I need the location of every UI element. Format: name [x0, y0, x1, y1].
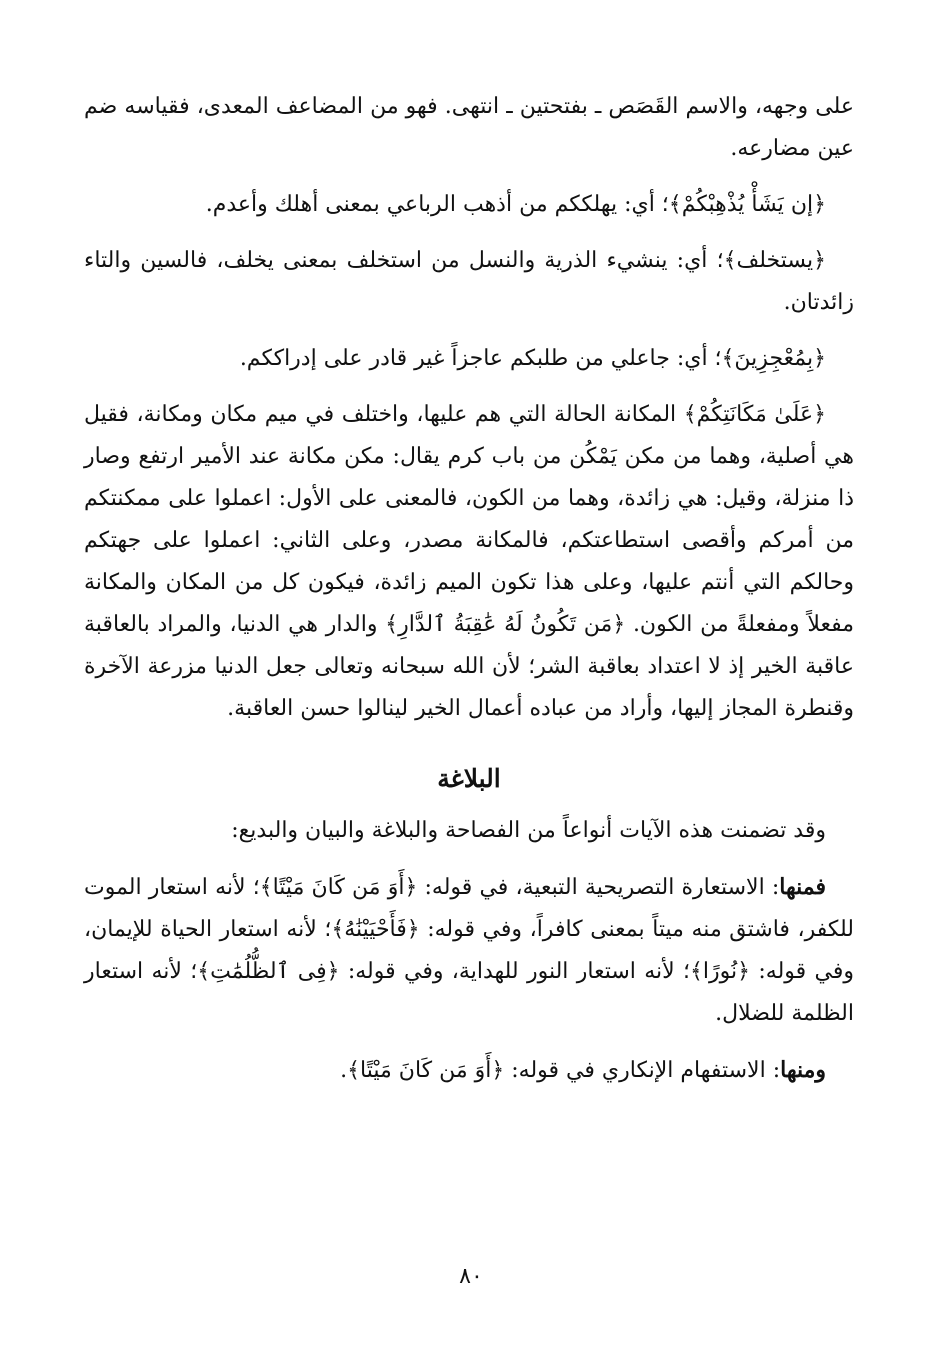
page-body [84, 86, 854, 1106]
paragraph-1: على وجهه، والاسم القَصَص ـ بفتحتين ـ انتهى. فهو من المضاعف المعدى، فقياسه ضم عين مضارعه. [84, 94, 854, 161]
section-intro: وقد تضمنت هذه الآيات أنواعاً من الفصاحة والبلاغة والبيان والبديع: [231, 818, 826, 843]
page-number: ٨٠ [459, 1264, 483, 1289]
rhetoric-item-1-text: : الاستعارة التصريحية التبعية، في قوله: ﴿أَوَ مَن كَانَ مَيْتًا﴾؛ لأنه استعار الموت للكفر، فاشتق منه ميتاً بمعنى كافراً، وفي قوله: ﴿فَأَحْيَيْنَٰهُ﴾؛ لأنه استعار الحياة للإيمان، وفي قوله: ﴿نُورًا﴾؛ لأنه استعار النور للهداية، وفي قوله: ﴿فِى ٱلظُّلُمَٰتِ﴾؛ لأنه استعار الظلمة للضلال. [84, 875, 854, 1026]
paragraph-3: ﴿يستخلف﴾؛ أي: ينشيء الذرية والنسل من استخلف بمعنى يخلف، فالسين والتاء زائدتان. [84, 248, 854, 315]
rhetoric-item-1-label: فمنها [779, 874, 826, 900]
rhetoric-item-1 [84, 866, 854, 1035]
rhetoric-item-2-text: : الاستفهام الإنكاري في قوله: ﴿أَوَ مَن كَانَ مَيْتًا﴾. [340, 1058, 781, 1083]
rhetoric-item-2-label: ومنها [780, 1057, 826, 1083]
paragraph-4: ﴿بِمُعْجِزِينَ﴾؛ أي: جاعلي من طلبكم عاجزاً غير قادر على إدراككم. [239, 346, 826, 371]
rhetoric-item-2 [84, 1049, 854, 1092]
paragraph-2: ﴿إن يَشَأْ يُذْهِبْكُمْ﴾؛ أي: يهلككم من أذهب الرباعي بمعنى أهلك وأعدم. [205, 192, 826, 217]
section-heading: البلاغة [437, 764, 501, 793]
paragraph-5: ﴿عَلَىٰ مَكَانَتِكُمْ﴾ المكانة الحالة التي هم عليها، واختلف في ميم مكان ومكانة، فقيل هي أصلية، وهما من مكن يَمْكُن من باب كرم يقال: مكن مكانة عند الأمير ارتفع وصار ذا منزلة، وقيل: هي زائدة، وهما من الكون، فالمعنى على الأول: اعملوا على ممكنتكم من أمركم وأقصى استطاعتكم، فالمكانة مصدر، وعلى الثاني: اعملوا على جهتكم وحالكم التي أنتم عليها، وعلى هذا تكون الميم زائدة، فيكون كل من المكان والمكانة مفعلاً ومفعلةً من الكون. ﴿مَن تَكُونُ لَهُ عَٰقِبَةُ ٱلدَّارِ﴾ والدار هي الدنيا، والمراد بالعاقبة عاقبة الخير إذ لا اعتداد بعاقبة الشر؛ لأن الله سبحانه وتعالى جعل الدنيا مزرعة الآخرة وقنطرة المجاز إليها، وأراد من عباده أعمال الخير لينالوا حسن العاقبة. [84, 402, 855, 721]
